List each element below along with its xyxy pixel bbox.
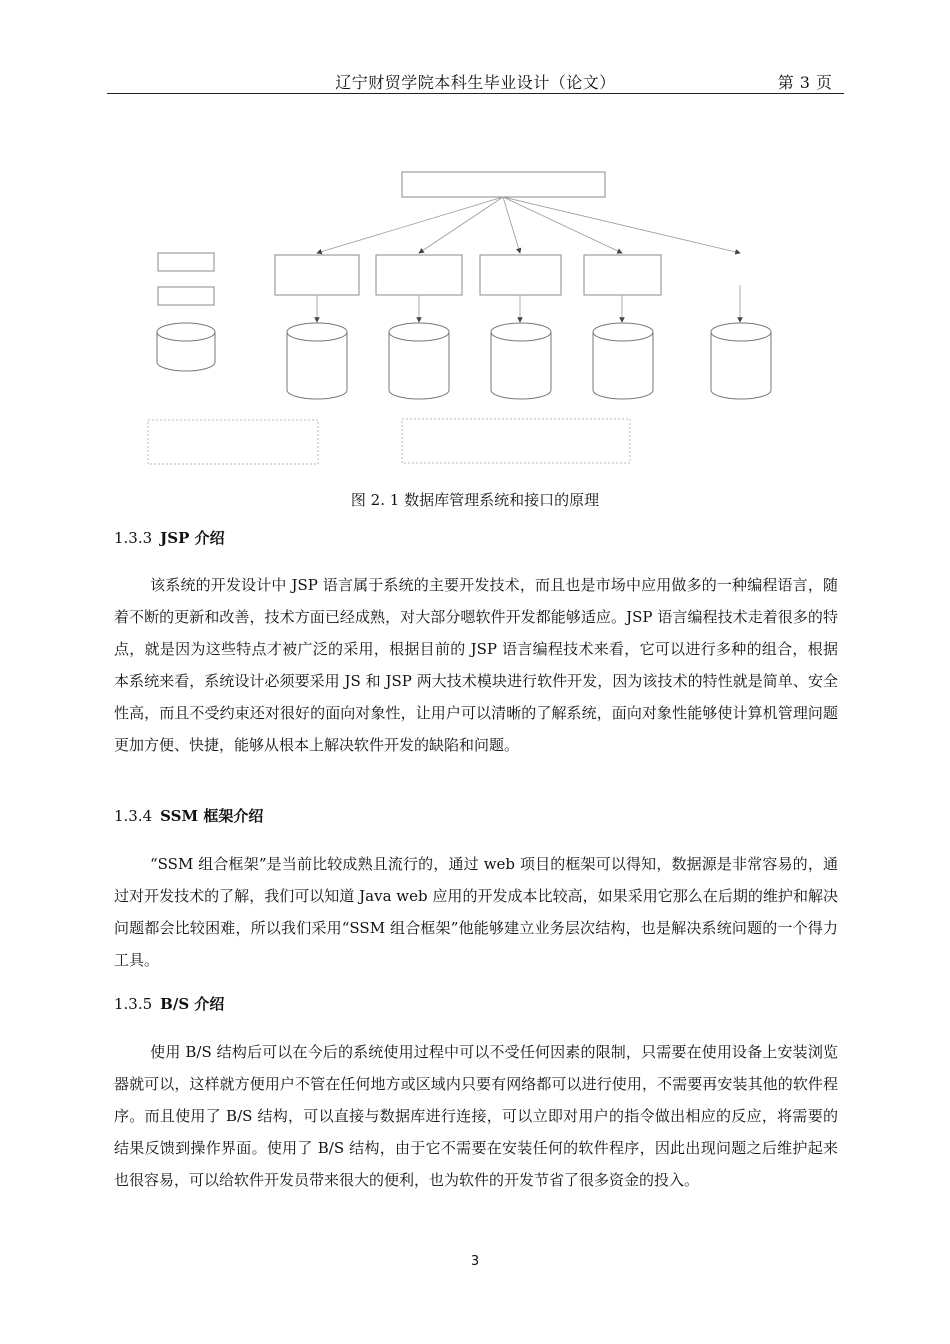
database-icon-1 <box>287 323 347 399</box>
arrow-3 <box>503 197 520 253</box>
section-number: 1.3.5 <box>114 995 153 1013</box>
section-heading-bs <box>114 993 224 1014</box>
header-page-prefix: 第 <box>777 73 794 92</box>
paragraph-text: “SSM 组合框架”是当前比较成熟且流行的，通过 web 项目的框架可以得知，数据源是非常容易的，通过对开发技术的了解，我们可以知道 Java web 应用的开发成本比较高，如果采用它那么在后期的维护和解决问题都会比较困难，所以我们采用“SSM 组合框架”他能够建立业务层次结构，也是解决系统问题的一个得力工具。 <box>114 855 838 969</box>
section-heading-jsp <box>114 527 225 548</box>
paragraph-ssm <box>114 848 838 976</box>
dotted-region-1 <box>148 420 318 464</box>
header-page-number: 3 <box>799 73 810 92</box>
figure-caption: 图 2. 1 数据库管理系统和接口的原理 <box>350 491 600 509</box>
interface-box-4 <box>584 255 661 295</box>
section-number: 1.3.3 <box>114 529 153 547</box>
paragraph-text: 使用 B/S 结构后可以在今后的系统使用过程中可以不受任何因素的限制，只需要在使用设备上安装浏览器就可以，这样就方便用户不管在任何地方或区域内只要有网络都可以进行使用，不需要再安装其他的软件程序。而且使用了 B/S 结构，可以直接与数据库进行连接，可以立即对用户的指令做出相应的反应，将需要的结果反馈到操作界面。使用了 B/S 结构，由于它不需要在安装任何的软件程序，因此出现问题之后维护起来也很容易，可以给软件开发员带来很大的便利，也为软件的开发节省了很多资金的投入。 <box>114 1043 838 1189</box>
arrow-2 <box>419 197 503 253</box>
arrow-4 <box>503 197 622 253</box>
paragraph-text: 该系统的开发设计中 JSP 语言属于系统的主要开发技术，而且也是市场中应用做多的一种编程语言，随着不断的更新和改善，技术方面已经成熟，对大部分嗯软件开发都能够适应。JSP 语言编程技术走着很多的特点，就是因为这些特点才被广泛的采用，根据目前的 JSP 语言编程技术来看，它可以进行多种的组合，根据本系统来看，系统设计必须要采用 JS 和 JSP 两大技术模块进行软件开发，因为该技术的特性就是简单、安全性高，而且不受约束还对很好的面向对象性，让用户可以清晰的了解系统，面向对象性能够使计算机管理问题更加方便、快捷，能够从根本上解决软件开发的缺陷和问题。 <box>114 576 838 754</box>
interface-box-3 <box>480 255 561 295</box>
dbms-diagram <box>140 165 800 470</box>
section-number: 1.3.4 <box>114 807 153 825</box>
page-header <box>107 66 844 94</box>
arrow-5 <box>503 197 740 253</box>
database-icon-5 <box>711 323 771 399</box>
section-heading-ssm <box>114 805 263 826</box>
section-title: SSM 框架介绍 <box>160 807 264 825</box>
top-box <box>402 172 605 197</box>
footer-page-number: 3 <box>470 1254 480 1269</box>
interface-box-1 <box>275 255 359 295</box>
header-page-suffix: 页 <box>815 73 832 92</box>
legend-box-1 <box>158 253 214 271</box>
section-title: B/S 介绍 <box>160 995 225 1013</box>
database-icon-legend <box>157 323 215 371</box>
database-icon-4 <box>593 323 653 399</box>
dotted-region-2 <box>402 419 630 463</box>
arrow-1 <box>317 197 503 253</box>
header-title: 辽宁财贸学院本科生毕业设计（论文） <box>335 73 616 92</box>
database-icon-3 <box>491 323 551 399</box>
paragraph-jsp <box>114 569 838 761</box>
paragraph-bs <box>114 1036 838 1196</box>
legend-box-2 <box>158 287 214 305</box>
database-icon-2 <box>389 323 449 399</box>
interface-box-2 <box>376 255 462 295</box>
section-title: JSP 介绍 <box>160 529 225 547</box>
header-page-label <box>778 70 832 93</box>
